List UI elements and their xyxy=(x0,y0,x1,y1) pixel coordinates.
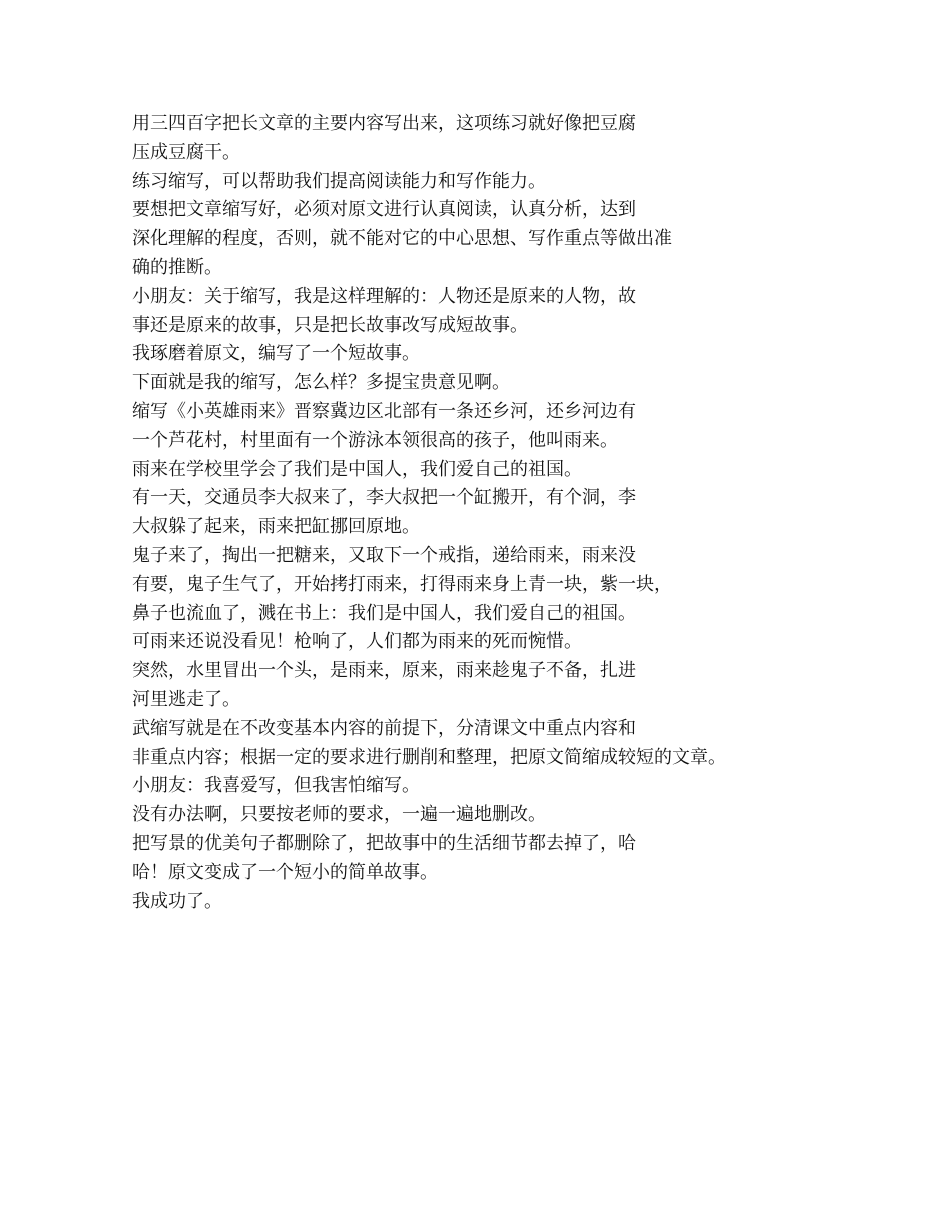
text-line: 要想把文章缩写好，必须对原文进行认真阅读，认真分析，达到 xyxy=(132,199,636,221)
text-line: 武缩写就是在不改变基本内容的前提下，分清课文中重点内容和 xyxy=(132,717,636,739)
text-line: 小朋友：关于缩写，我是这样理解的：人物还是原来的人物，故 xyxy=(132,285,636,307)
text-line: 压成豆腐干。 xyxy=(132,141,240,163)
text-line: 河里逃走了。 xyxy=(132,688,240,710)
text-line: 没有办法啊，只要按老师的要求，一遍一遍地删改。 xyxy=(132,804,546,826)
document-body xyxy=(132,110,932,916)
text-line: 事还是原来的故事，只是把长故事改写成短故事。 xyxy=(132,314,528,336)
text-line: 鼻子也流血了，溅在书上：我们是中国人，我们爱自己的祖国。 xyxy=(132,602,636,624)
text-line: 鬼子来了，掏出一把糖来，又取下一个戒指，递给雨来，雨来没 xyxy=(132,544,636,566)
text-line: 可雨来还说没看见！枪响了，人们都为雨来的死而惋惜。 xyxy=(132,631,582,653)
text-line: 小朋友：我喜爱写，但我害怕缩写。 xyxy=(132,775,420,797)
text-line: 缩写《小英雄雨来》晋察冀边区北部有一条还乡河，还乡河边有 xyxy=(132,400,636,422)
text-line: 用三四百字把长文章的主要内容写出来，这项练习就好像把豆腐 xyxy=(132,113,636,134)
text-line: 有一天，交通员李大叔来了，李大叔把一个缸搬开，有个洞，李 xyxy=(132,487,636,509)
text-line: 大叔躲了起来，雨来把缸挪回原地。 xyxy=(132,516,420,538)
text-line: 有要，鬼子生气了，开始拷打雨来，打得雨来身上青一块，紫一块， xyxy=(132,573,672,595)
text-line: 下面就是我的缩写，怎么样？多提宝贵意见啊。 xyxy=(132,372,510,394)
text-line: 非重点内容；根据一定的要求进行删削和整理，把原文简缩成较短的文章。 xyxy=(132,746,726,768)
text-line: 突然，水里冒出一个头，是雨来，原来，雨来趁鬼子不备，扎进 xyxy=(132,660,636,682)
text-line: 我琢磨着原文，编写了一个短故事。 xyxy=(132,343,420,365)
text-line: 哈！原文变成了一个短小的简单故事。 xyxy=(132,861,438,883)
text-line: 我成功了。 xyxy=(132,890,222,912)
text-line: 确的推断。 xyxy=(132,256,222,278)
text-line: 一个芦花村，村里面有一个游泳本领很高的孩子，他叫雨来。 xyxy=(132,429,618,451)
text-line: 练习缩写，可以帮助我们提高阅读能力和写作能力。 xyxy=(132,170,546,192)
text-line: 雨来在学校里学会了我们是中国人，我们爱自己的祖国。 xyxy=(132,458,582,480)
text-line: 把写景的优美句子都删除了，把故事中的生活细节都去掉了，哈 xyxy=(132,832,636,854)
text-line: 深化理解的程度，否则，就不能对它的中心思想、写作重点等做出准 xyxy=(132,228,672,250)
